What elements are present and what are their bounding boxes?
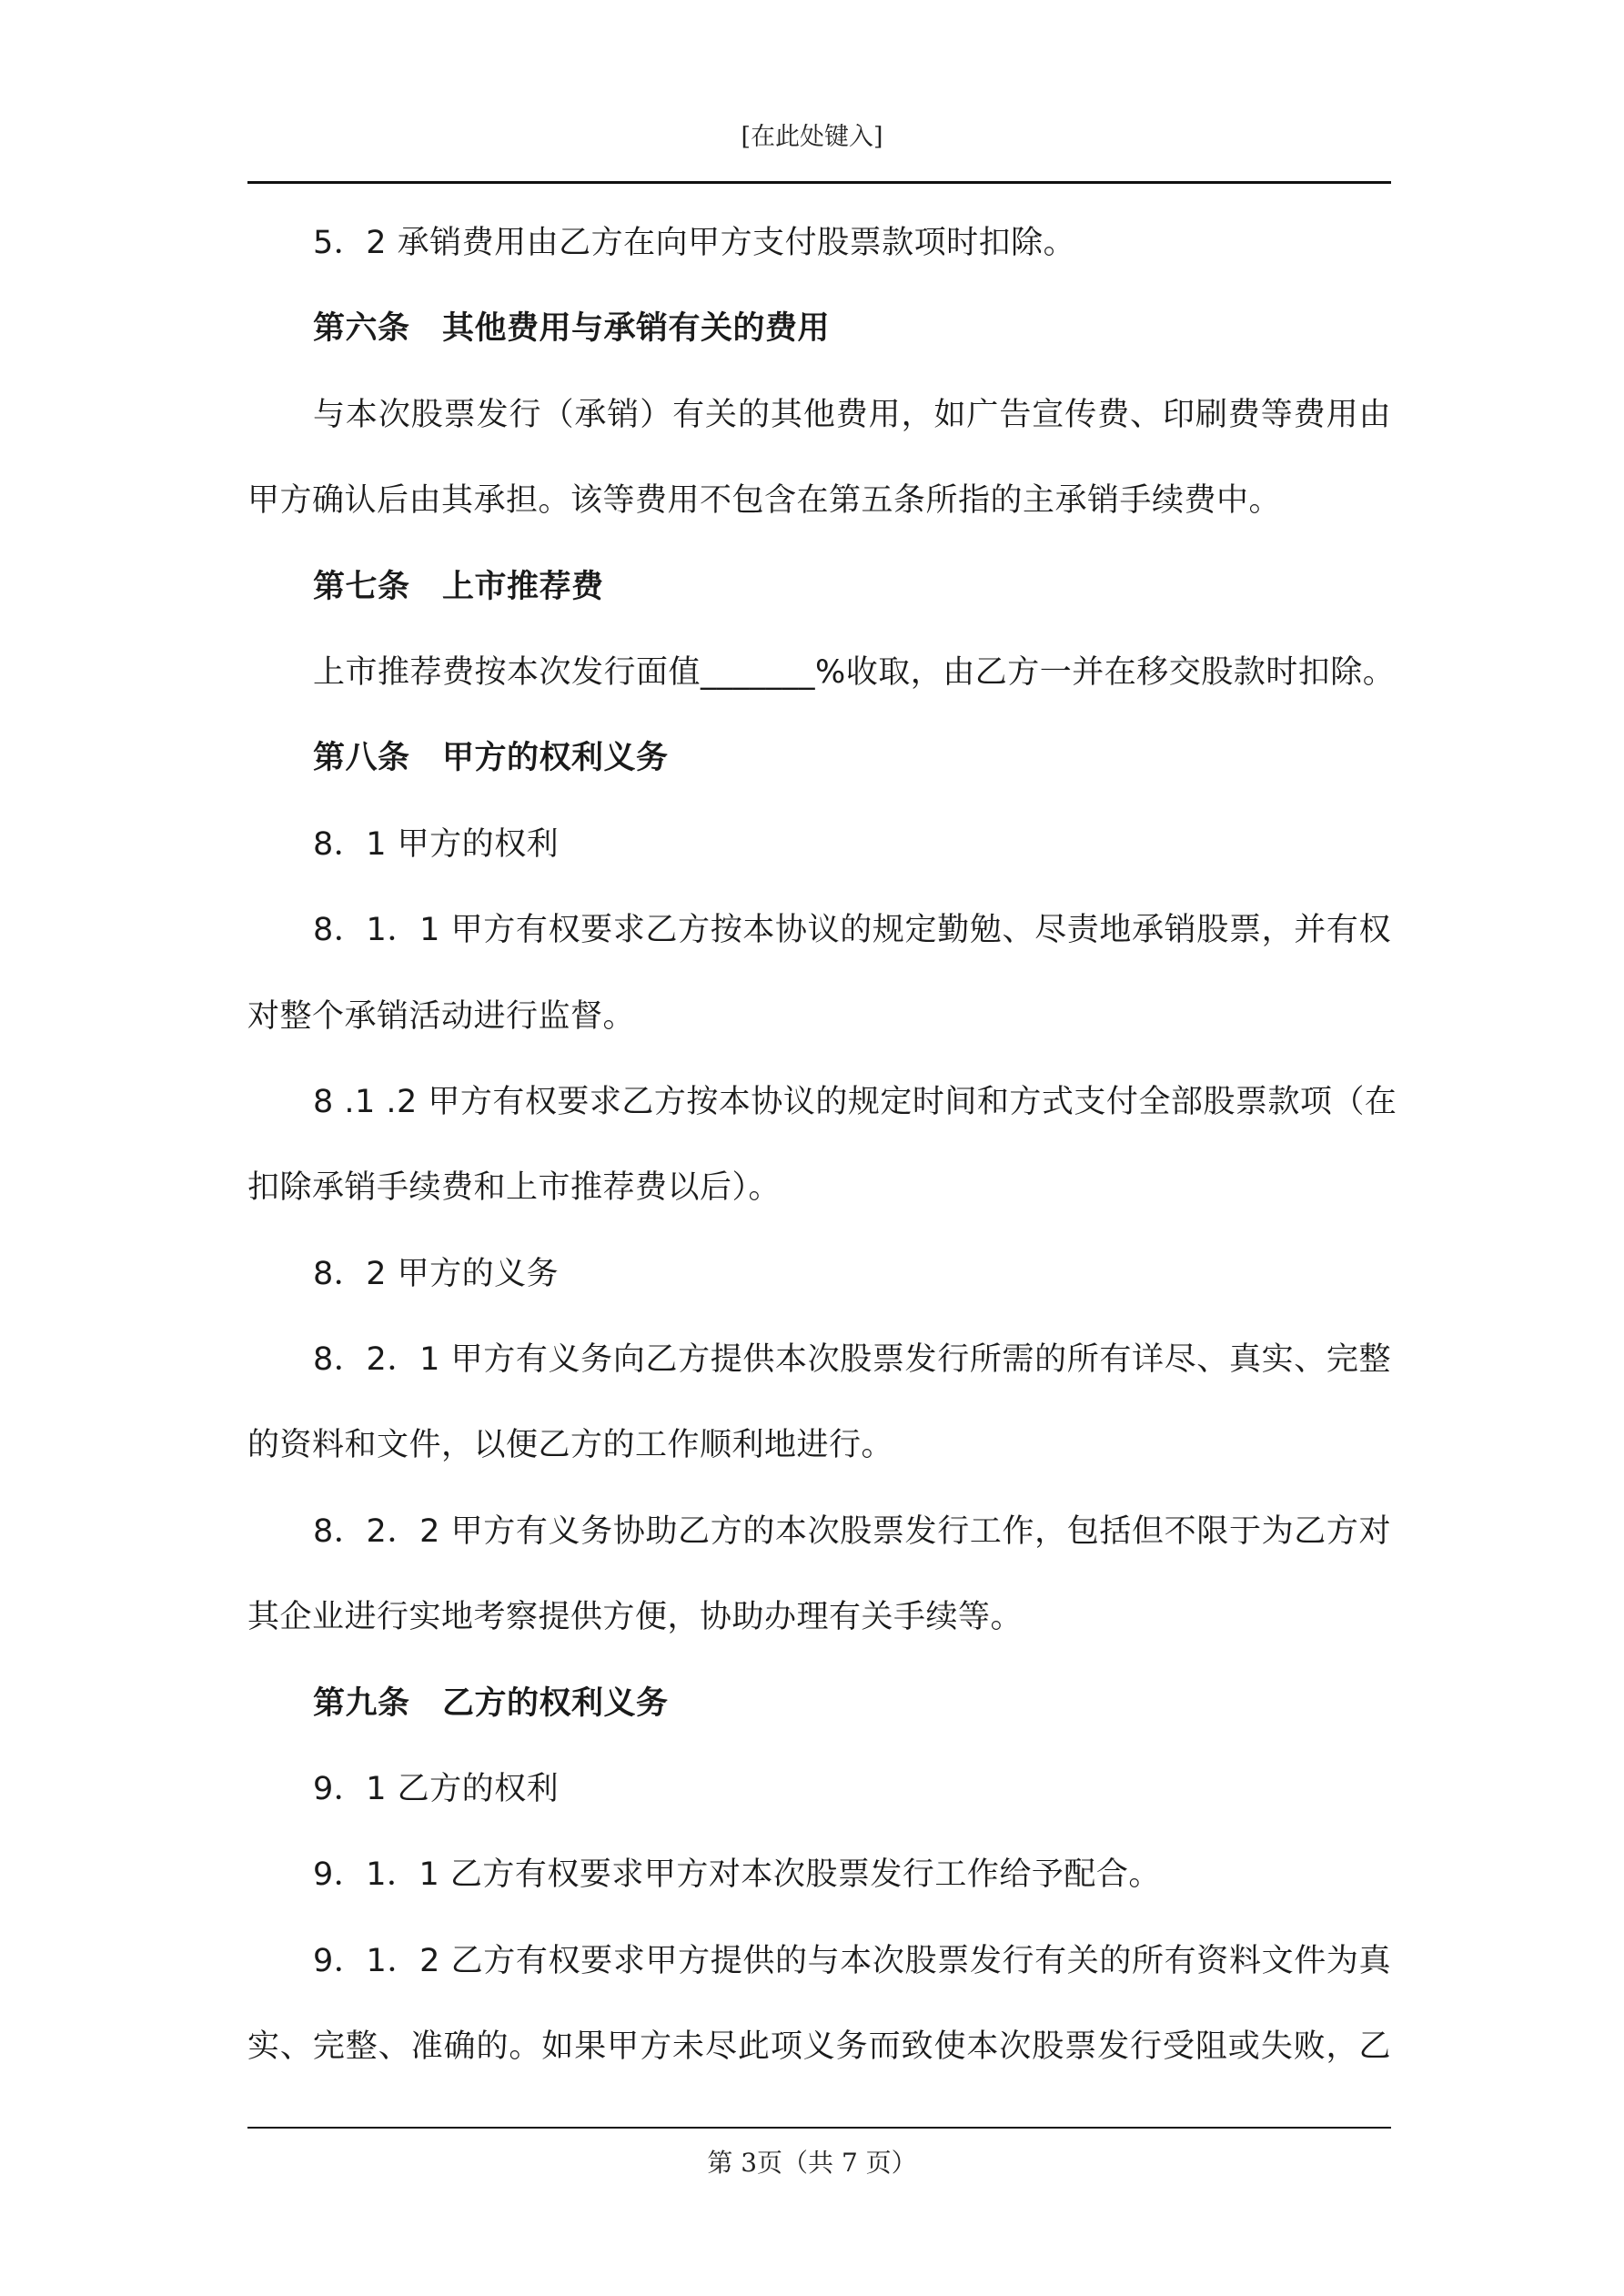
article-7-text: 上市推荐费按本次发行面值_______%收取，由乙方一并在移交股款时扣除。 — [313, 653, 1396, 691]
article-9-heading: 第九条 乙方的权利义务 — [313, 1684, 669, 1722]
footer-rule — [247, 2127, 1391, 2129]
page-number: 第 3页（共 7 页） — [707, 2148, 917, 2178]
clause-9-1: 9．1 乙方的权利 — [313, 1771, 560, 1808]
clause-8-2-1-line-1: 8．2．1 甲方有义务向乙方提供本次股票发行所需的所有详尽、真实、完整 — [313, 1341, 1391, 1379]
article-6-text-line-1: 与本次股票发行（承销）有关的其他费用，如广告宣传费、印刷费等费用由 — [313, 396, 1391, 433]
article-6-text-line-2: 甲方确认后由其承担。该等费用不包含在第五条所指的主承销手续费中。 — [247, 482, 1282, 520]
header-rule — [247, 181, 1391, 184]
clause-8-2-2-line-2: 其企业进行实地考察提供方便，协助办理有关手续等。 — [247, 1599, 1024, 1636]
clause-8-2: 8．2 甲方的义务 — [313, 1255, 560, 1292]
clause-8-1-2-line-2: 扣除承销手续费和上市推荐费以后）。 — [247, 1169, 782, 1207]
clause-8-1-2-line-1: 8 .1 .2 甲方有权要求乙方按本协议的规定时间和方式支付全部股票款项（在 — [313, 1083, 1397, 1120]
clause-9-1-2-line-1: 9．1．2 乙方有权要求甲方提供的与本次股票发行有关的所有资料文件为真 — [313, 1942, 1391, 1979]
article-7-heading: 第七条 上市推荐费 — [313, 568, 604, 605]
clause-5-2: 5．2 承销费用由乙方在向甲方支付股票款项时扣除。 — [313, 225, 1076, 261]
article-8-heading: 第八条 甲方的权利义务 — [313, 740, 669, 777]
article-6-heading: 第六条 其他费用与承销有关的费用 — [313, 310, 831, 348]
clause-9-1-1: 9．1．1 乙方有权要求甲方对本次股票发行工作给予配合。 — [313, 1856, 1161, 1894]
clause-8-1-1-line-2: 对整个承销活动进行监督。 — [247, 997, 636, 1035]
clause-8-1-1-line-1: 8．1．1 甲方有权要求乙方按本协议的规定勤勉、尽责地承销股票，并有权 — [313, 912, 1391, 949]
page-header: [在此处键入] — [741, 123, 883, 151]
clause-8-1: 8．1 甲方的权利 — [313, 825, 560, 863]
document-body — [247, 211, 1397, 2101]
clause-9-1-2-line-2: 实、完整、准确的。如果甲方未尽此项义务而致使本次股票发行受阻或失败，乙 — [247, 2028, 1391, 2066]
clause-8-2-2-line-1: 8．2．2 甲方有义务协助乙方的本次股票发行工作，包括但不限于为乙方对 — [313, 1512, 1391, 1550]
clause-8-2-1-line-2: 的资料和文件，以便乙方的工作顺利地进行。 — [247, 1427, 894, 1464]
